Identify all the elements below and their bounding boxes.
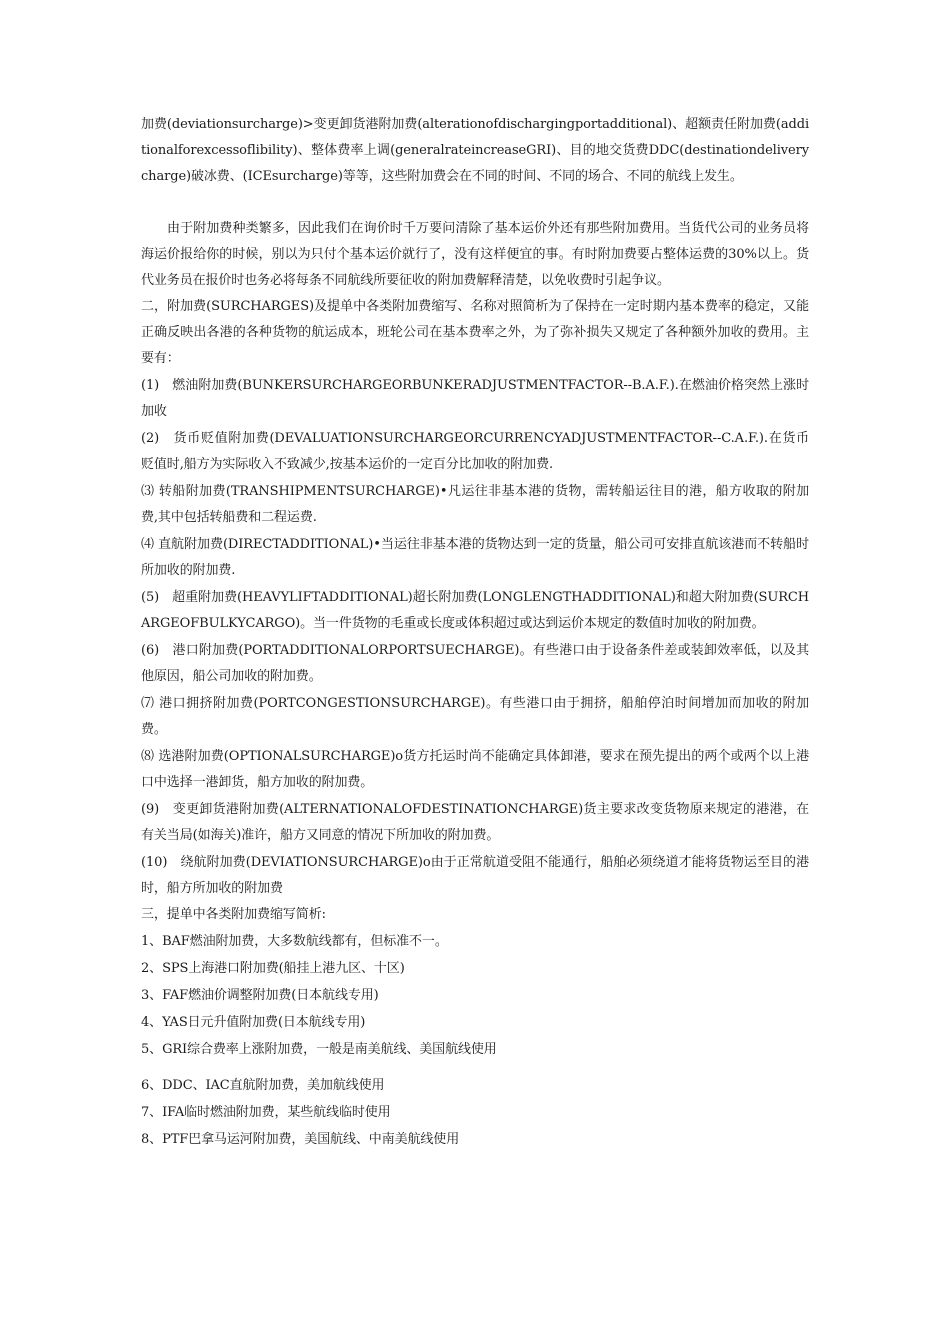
list-item-optional-surcharge: ⑻ 选港附加费(OPTIONALSURCHARGE)o货方托运时尚不能确定具体卸港，要求在预先提出的两个或两个以上港口中选择一港卸货，船方加收的附加费。 [141,749,809,790]
list-item-port-congestion-surcharge: ⑺ 港口拥挤附加费(PORTCONGESTIONSURCHARGE)。有些港口由于拥挤，船舶停泊时间增加而加收的附加费。 [141,696,809,737]
list-item-deviation-surcharge: (10) 绕航附加费(DEVIATIONSURCHARGE)o由于正常航道受阻不能通行，船舶必须绕道才能将货物运至目的港时，船方所加收的附加费 [141,855,809,896]
section-heading-abbreviations: 三，提单中各类附加费缩写简析: [141,907,326,922]
abbrev-item-yas: 4、YAS日元升值附加费(日本航线专用) [141,1015,366,1030]
abbrev-item-faf: 3、FAF燃油价调整附加费(日本航线专用) [141,988,379,1003]
paragraph-inquiry-advice: 由于附加费种类繁多，因此我们在询价时千万要问清除了基本运价外还有那些附加费用。当货代公司的业务员将海运价报给你的时候，别以为只付个基本运价就行了，没有这样便宜的事。有时附加费要占整体运费的30%以上。货代业务员在报价时也务必将每条不同航线所要征收的附加费解释清楚，以免收费时引起争议。 [141,221,809,288]
abbrev-item-ifa: 7、IFA临时燃油附加费，某些航线临时使用 [141,1105,391,1120]
abbrev-item-ddc-iac: 6、DDC、IAC直航附加费，美加航线使用 [141,1078,385,1093]
list-item-bunker-surcharge: (1) 燃油附加费(BUNKERSURCHARGEORBUNKERADJUSTMENTFACTOR--B.A.F.).在燃油价格突然上涨时加收 [141,378,809,419]
list-item-transhipment-surcharge: ⑶ 转船附加费(TRANSHIPMENTSURCHARGE)•凡运往非基本港的货物，需转船运往目的港，船方收取的附加费,其中包括转船费和二程运费. [141,484,809,525]
list-item-direct-additional: ⑷ 直航附加费(DIRECTADDITIONAL)•当运往非基本港的货物达到一定的货量，船公司可安排直航该港而不转船时所加收的附加费. [141,537,809,578]
list-item-port-additional: (6) 港口附加费(PORTADDITIONALORPORTSUECHARGE)。有些港口由于设备条件差或装卸效率低，以及其他原因，船公司加收的附加费。 [141,643,809,684]
list-item-alteration-destination-charge: (9) 变更卸货港附加费(ALTERNATIONALOFDESTINATIONCHARGE)货主要求改变货物原来规定的港港，在有关当局(如海关)准许，船方又同意的情况下所加收的附加费。 [141,802,809,843]
abbrev-item-baf: 1、BAF燃油附加费，大多数航线都有，但标准不一。 [141,934,448,949]
section-heading-surcharges: 二，附加费(SURCHARGES)及提单中各类附加费缩写、名称对照简析为了保持在一定时期内基本费率的稳定，又能正确反映出各港的各种货物的航运成本，班轮公司在基本费率之外，为了弥补损失又规定了各种额外加收的费用。主要有： [141,299,809,366]
abbrev-item-gri: 5、GRI综合费率上涨附加费，一般是南美航线、美国航线使用 [141,1042,497,1057]
paragraph-surcharge-list: 加费(deviationsurcharge)>变更卸货港附加费(alterationofdischargingportadditional)、超额责任附加费(additionalforexcessoflibility)、整体费率上调(generalrateincreaseGRI)、目的地交货费DDC(destinationdeliverycharge)破冰费、(ICEsurcharge)等等，这些附加费会在不同的时间、不同的场合、不同的航线上发生。 [141,117,809,184]
abbrev-item-ptf: 8、PTF巴拿马运河附加费，美国航线、中南美航线使用 [141,1132,460,1147]
abbrev-item-sps: 2、SPS上海港口附加费(船挂上港九区、十区) [141,961,405,976]
list-item-heavy-lift-additional: (5) 超重附加费(HEAVYLIFTADDITIONAL)超长附加费(LONGLENGTHADDITIONAL)和超大附加费(SURCHARGEOFBULKYCARGO)。当一件货物的毛重或长度或体积超过或达到运价本规定的数值时加收的附加费。 [141,590,809,631]
document-body [141,112,809,1153]
list-item-devaluation-surcharge: (2) 货币贬值附加费(DEVALUATIONSURCHARGEORCURRENCYADJUSTMENTFACTOR--C.A.F.).在货币贬值时,船方为实际收入不致减少,按基本运价的一定百分比加收的附加费. [141,431,809,472]
